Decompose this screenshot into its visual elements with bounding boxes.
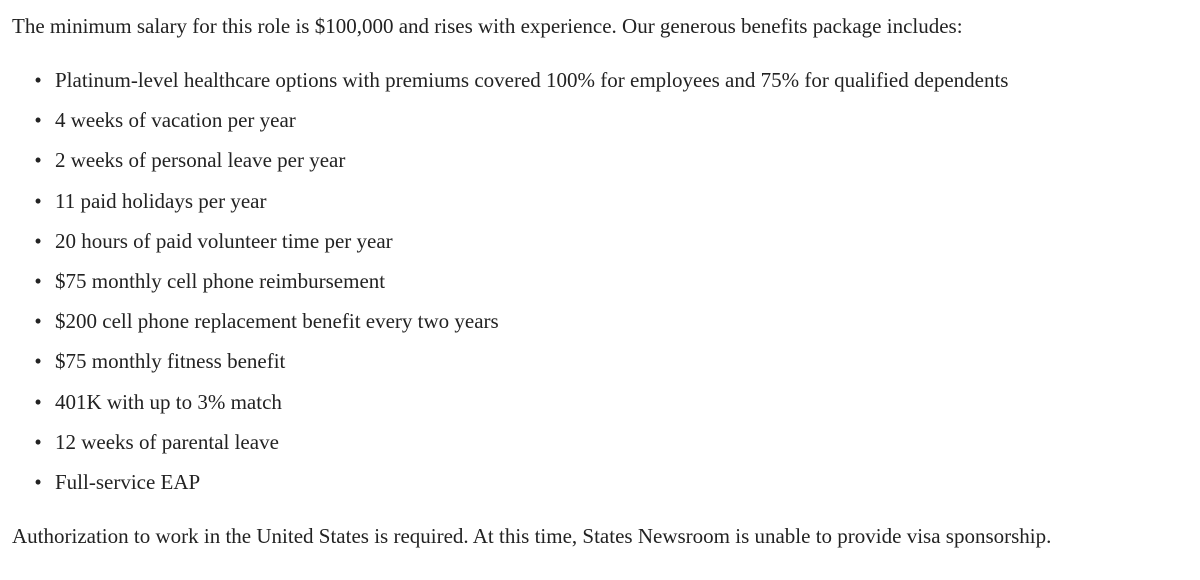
benefit-item-401k xyxy=(12,388,1200,428)
bullet-icon: • xyxy=(34,309,42,334)
benefit-item-eap xyxy=(12,468,1200,508)
bullet-icon: • xyxy=(34,188,42,213)
benefits-list xyxy=(12,66,1200,508)
benefit-item-fitness xyxy=(12,347,1200,387)
benefit-item-vacation xyxy=(12,106,1200,146)
benefit-text: $75 monthly fitness benefit xyxy=(55,349,286,374)
bullet-icon: • xyxy=(34,349,42,374)
bullet-icon: • xyxy=(34,389,42,414)
benefit-text: 11 paid holidays per year xyxy=(55,188,267,213)
benefit-text: $75 monthly cell phone reimbursement xyxy=(55,268,386,293)
benefit-text: 401K with up to 3% match xyxy=(55,389,282,414)
benefit-item-cell-reimbursement xyxy=(12,267,1200,307)
benefit-item-personal-leave xyxy=(12,146,1200,186)
salary-intro-paragraph: The minimum salary for this role is $100,000 and rises with experience. Our generous benefits package includes: xyxy=(12,14,963,38)
benefit-text: $200 cell phone replacement benefit every two years xyxy=(55,309,499,334)
benefit-text: 2 weeks of personal leave per year xyxy=(55,148,346,173)
benefit-text: Full-service EAP xyxy=(55,469,201,494)
bullet-icon: • xyxy=(34,68,42,92)
benefit-text: 4 weeks of vacation per year xyxy=(55,108,296,133)
benefit-item-volunteer-time xyxy=(12,227,1200,267)
work-authorization-paragraph: Authorization to work in the United States is required. At this time, States Newsroom is unable to provide visa sponsorship. xyxy=(12,524,1052,548)
bullet-icon: • xyxy=(34,148,42,173)
bullet-icon: • xyxy=(34,108,42,133)
bullet-icon: • xyxy=(34,429,42,454)
benefit-text: Platinum-level healthcare options with premiums covered 100% for employees and 75% for qualified dependents xyxy=(55,68,1009,92)
benefit-text: 20 hours of paid volunteer time per year xyxy=(55,228,393,253)
bullet-icon: • xyxy=(34,228,42,253)
benefit-item-holidays xyxy=(12,187,1200,227)
benefit-text: 12 weeks of parental leave xyxy=(55,429,279,454)
bullet-icon: • xyxy=(34,469,42,494)
benefit-item-cell-replacement xyxy=(12,307,1200,347)
benefit-item-parental-leave xyxy=(12,428,1200,468)
bullet-icon: • xyxy=(34,268,42,293)
benefit-item-healthcare xyxy=(12,66,1200,106)
